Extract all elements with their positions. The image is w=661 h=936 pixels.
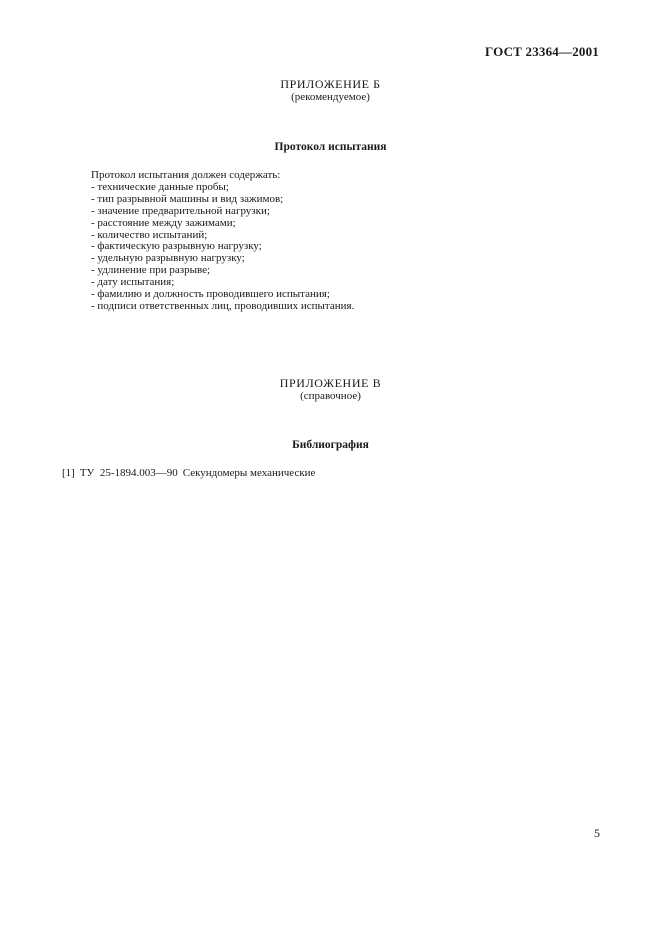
protocol-items-list bbox=[91, 182, 571, 313]
protocol-section-title: Протокол испытания bbox=[274, 141, 387, 153]
appendix-b-status: (рекомендуемое) bbox=[291, 91, 370, 103]
reference-number: [1] bbox=[62, 467, 75, 479]
appendix-v-heading bbox=[0, 377, 661, 403]
protocol-item: - количество испытаний; bbox=[91, 230, 571, 242]
protocol-item: - подписи ответственных лиц, проводивших испытания. bbox=[91, 301, 571, 313]
protocol-item: - дату испытания; bbox=[91, 277, 571, 289]
protocol-item: - удлинение при разрыве; bbox=[91, 265, 571, 277]
reference-code: ТУ 25-1894.003—90 bbox=[79, 467, 178, 479]
page-number: 5 bbox=[594, 826, 600, 840]
protocol-item: - значение предварительной нагрузки; bbox=[91, 206, 571, 218]
protocol-item: - технические данные пробы; bbox=[91, 182, 571, 194]
bibliography-section-title: Библиография bbox=[292, 439, 369, 451]
protocol-item: - удельную разрывную нагрузку; bbox=[91, 253, 571, 265]
appendix-v-title: ПРИЛОЖЕНИЕ В bbox=[279, 376, 382, 390]
protocol-item: - фамилию и должность проводившего испытания; bbox=[91, 289, 571, 301]
appendix-v-status: (справочное) bbox=[300, 390, 361, 402]
bibliography-entry bbox=[62, 467, 320, 479]
standard-code: ГОСТ 23364—2001 bbox=[484, 44, 599, 59]
protocol-intro: Протокол испытания должен содержать: bbox=[91, 169, 281, 181]
protocol-body bbox=[91, 170, 571, 313]
reference-title: Секундомеры механические bbox=[182, 467, 316, 479]
protocol-item: - тип разрывной машины и вид зажимов; bbox=[91, 194, 571, 206]
appendix-b-title: ПРИЛОЖЕНИЕ Б bbox=[280, 77, 381, 91]
protocol-item: - фактическую разрывную нагрузку; bbox=[91, 241, 571, 253]
protocol-item: - расстояние между зажимами; bbox=[91, 218, 571, 230]
appendix-b-heading bbox=[0, 78, 661, 104]
